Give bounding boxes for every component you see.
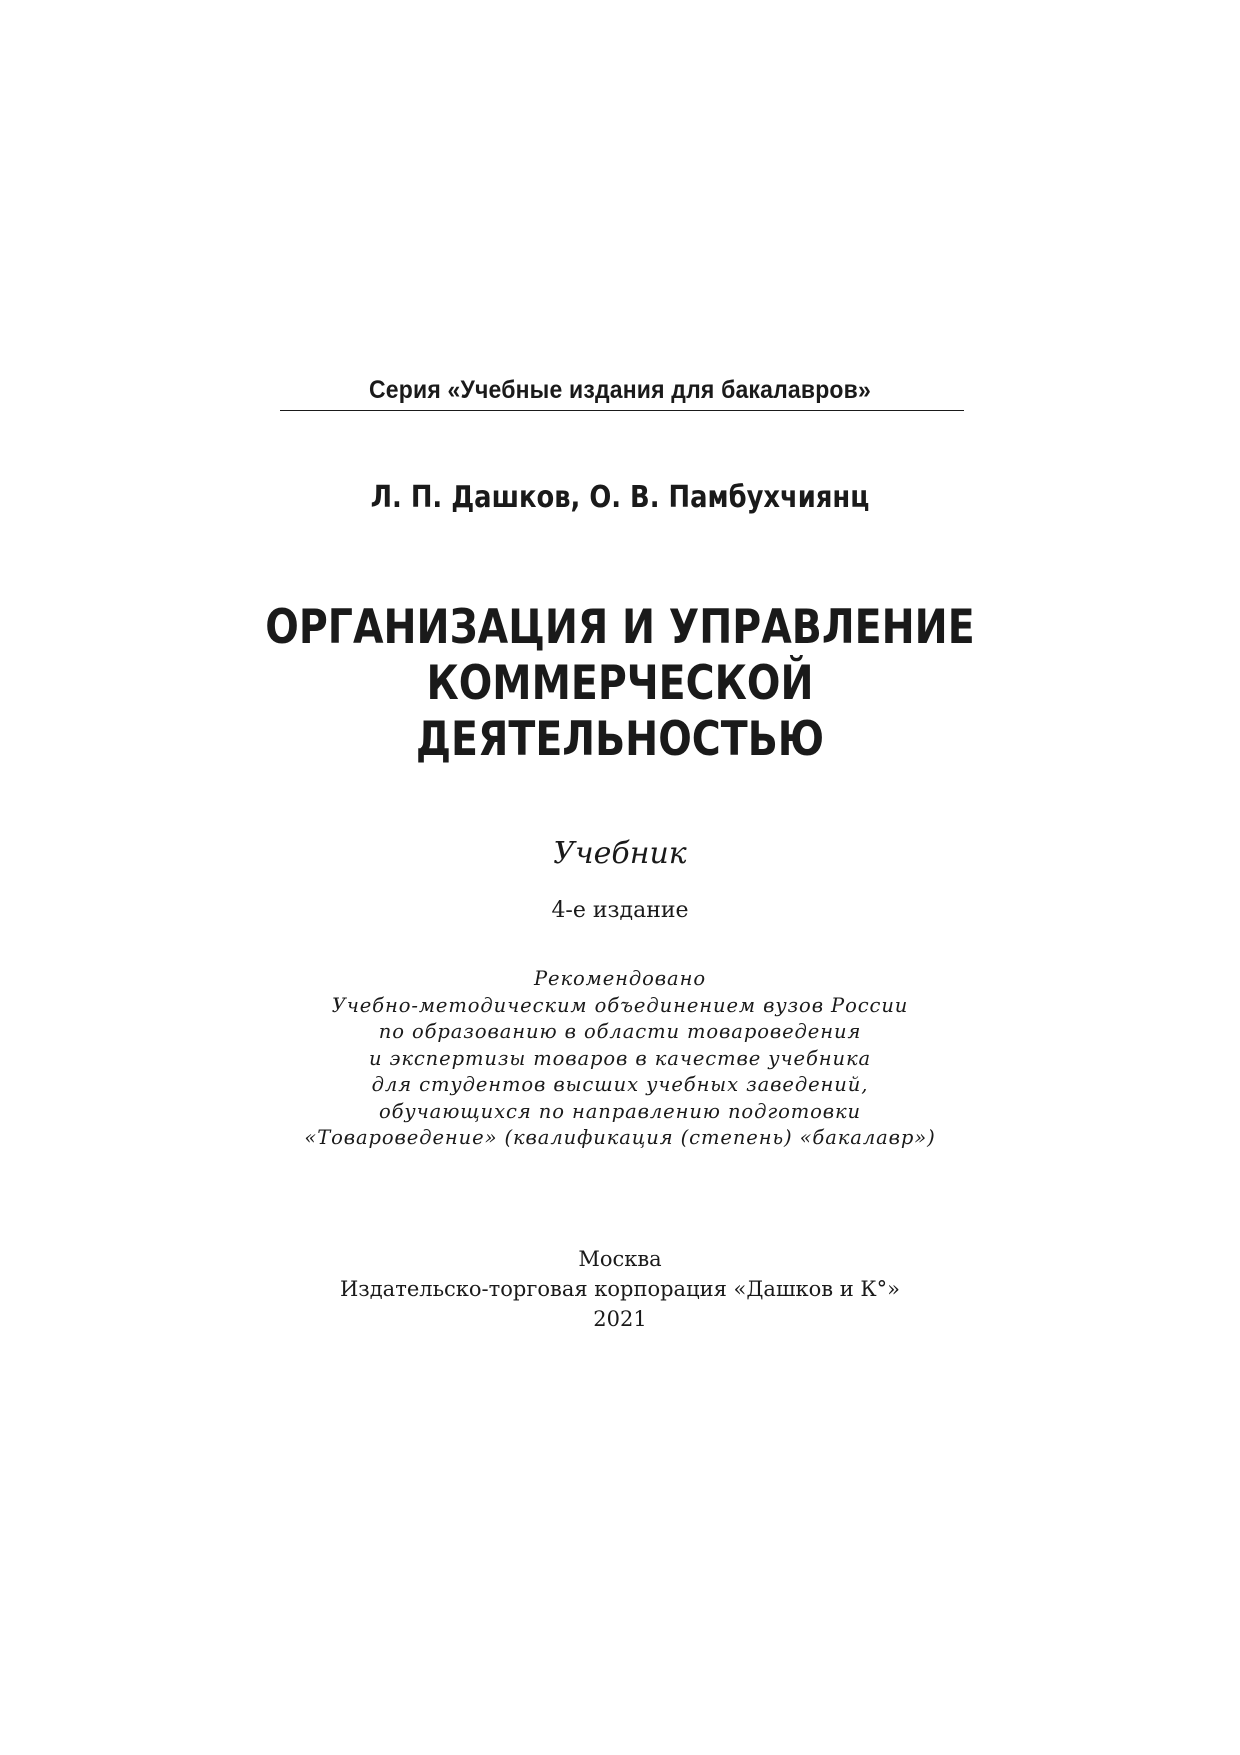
title-line: КОММЕРЧЕСКОЙ (426, 656, 814, 711)
recommendation-line: обучающихся по направлению подготовки (378, 1099, 862, 1123)
imprint-publisher: Издательско-торговая корпорация «Дашков и К°» (339, 1277, 901, 1301)
recommendation-line: по образованию в области товароведения (378, 1020, 862, 1043)
document-type: Учебник (553, 836, 687, 871)
imprint-block (240, 1244, 1000, 1334)
recommendation-block (240, 966, 1000, 1152)
edition-label: 4-е издание (551, 898, 689, 923)
imprint-year: 2021 (593, 1307, 647, 1331)
recommendation-line: «Товароведение» (квалификация (степень) «бакалавр») (304, 1126, 936, 1149)
recommendation-line: Учебно-методическим объединением вузов России (331, 993, 909, 1017)
series-heading: Серия «Учебные издания для бакалавров» (369, 376, 871, 404)
authors-line: Л. П. Дашков, О. В. Памбухчиянц (370, 480, 870, 515)
title-line: ДЕЯТЕЛЬНОСТЬЮ (415, 712, 825, 767)
recommendation-line: для студентов высших учебных заведений, (371, 1073, 869, 1096)
series-divider (280, 410, 964, 411)
title-line: ОРГАНИЗАЦИЯ И УПРАВЛЕНИЕ (265, 600, 975, 655)
recommendation-line: и экспертизы товаров в качестве учебника (368, 1046, 872, 1070)
book-title (242, 600, 998, 768)
imprint-city: Москва (578, 1247, 662, 1271)
recommendation-line: Рекомендовано (534, 967, 706, 990)
